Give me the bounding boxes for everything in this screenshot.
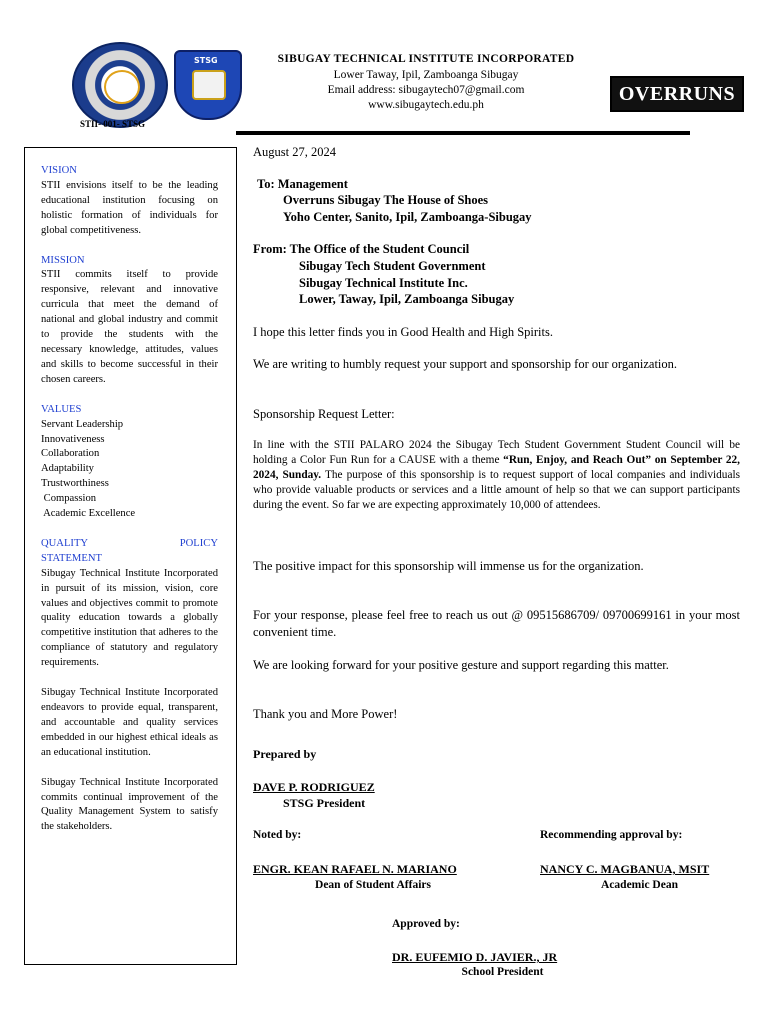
president-title: STSG President bbox=[283, 796, 366, 810]
value-item: Academic Excellence bbox=[41, 508, 136, 520]
policy-heading-line2: STATEMENT bbox=[41, 552, 102, 564]
event-theme: “Run, Enjoy, and Reach Out” on September 22, 2024, Sunday. bbox=[253, 454, 740, 482]
institution-name: SIBUGAY TECHNICAL INSTITUTE INCORPORATED bbox=[277, 53, 575, 65]
institution-email: Email address: sibugaytech07@gmail.com bbox=[327, 84, 525, 96]
institution-website: www.sibugaytech.edu.ph bbox=[368, 99, 484, 111]
approved-by-label: Approved by: bbox=[392, 918, 460, 930]
sender-line1: Sibugay Tech Student Government bbox=[299, 259, 486, 273]
greeting: I hope this letter finds you in Good Health and High Spirits. bbox=[253, 325, 553, 339]
sender-line3: Lower, Taway, Ipil, Zamboanga Sibugay bbox=[299, 292, 515, 306]
policy-heading-line1-right: POLICY bbox=[179, 537, 218, 549]
academic-dean-title: Academic Dean bbox=[601, 879, 678, 891]
prepared-by-label: Prepared by bbox=[253, 747, 317, 761]
policy-heading-line1-left: QUALITY bbox=[41, 537, 89, 549]
policy-text-1: Sibugay Technical Institute Incorporated in pursuit of its mission, vision, core values and objectives commit to promote quality education towards a globally competitive institution that adheres to the compliance of statutory and regulatory requirements. bbox=[41, 567, 218, 669]
paragraph-event bbox=[253, 438, 740, 513]
value-item: Compassion bbox=[41, 493, 97, 505]
header-divider bbox=[236, 131, 690, 135]
school-president-name: DR. EUFEMIO D. JAVIER., JR bbox=[392, 950, 558, 964]
logo2-label: STSG bbox=[194, 56, 218, 65]
policy-heading bbox=[41, 537, 218, 552]
letter-date: August 27, 2024 bbox=[253, 145, 336, 159]
academic-dean-name: NANCY C. MAGBANUA, MSIT bbox=[540, 862, 710, 876]
value-item: Innovativeness bbox=[41, 433, 105, 445]
thank-you-line: Thank you and More Power! bbox=[253, 707, 398, 721]
policy-text-3: Sibugay Technical Institute Incorporated commits continual improvement of the Quality Management System to satisfy the stakeholders. bbox=[41, 776, 218, 833]
values-heading: VALUES bbox=[41, 403, 82, 415]
subject-line: Sponsorship Request Letter: bbox=[253, 407, 395, 421]
paragraph-impact: The positive impact for this sponsorship will immense us for the organization. bbox=[253, 559, 644, 573]
value-item: Adaptability bbox=[41, 463, 94, 475]
sidebar-box bbox=[24, 147, 237, 965]
institution-address: Lower Taway, Ipil, Zamboanga Sibugay bbox=[333, 69, 519, 81]
mission-text: STII commits itself to provide responsive, relevant and innovative curricula that meet the demand of national and global industry and commit to provide the students with the necessary knowledge, attitudes, values and skills to become successful in their chosen careers. bbox=[41, 269, 218, 385]
noted-by-label: Noted by: bbox=[253, 829, 302, 841]
value-item: Collaboration bbox=[41, 448, 100, 460]
overruns-brand-logo: OVERRUNS bbox=[610, 76, 744, 112]
mission-heading: MISSION bbox=[41, 254, 85, 266]
paragraph-contact: For your response, please feel free to reach us out @ 09515686709/ 09700699161 in your most convenient time. bbox=[253, 608, 740, 639]
school-president-title: School President bbox=[461, 966, 544, 978]
event-text-a: In line with the STII PALARO 2024 the Sibugay Tech Student Government Student Council will be holding a Color Fun Run for a CAUSE with a theme bbox=[253, 439, 740, 467]
value-item: Servant Leadership bbox=[41, 418, 124, 430]
recommending-label: Recommending approval by: bbox=[540, 829, 683, 841]
recipient-label: To: Management bbox=[257, 177, 348, 191]
event-text-b: The purpose of this sponsorship is to request support of local companies and individuals who provide valuable products or services and a little amount of help so that we can support participants during the event. So far we are expecting approximately 10,000 of attendees. bbox=[253, 469, 740, 512]
paragraph-request: We are writing to humbly request your support and sponsorship for our organization. bbox=[253, 357, 678, 371]
recipient-line1: Overruns Sibugay The House of Shoes bbox=[283, 193, 489, 207]
institute-seal-logo bbox=[72, 42, 168, 128]
vision-heading: VISION bbox=[41, 165, 77, 176]
recipient-line2: Yoho Center, Sanito, Ipil, Zamboanga-Sibugay bbox=[283, 210, 532, 224]
dean-student-affairs-name: ENGR. KEAN RAFAEL N. MARIANO bbox=[253, 862, 457, 876]
student-government-logo bbox=[174, 50, 242, 120]
president-name: DAVE P. RODRIGUEZ bbox=[253, 780, 375, 794]
vision-text: STII envisions itself to be the leading educational institution focusing on holistic formation of individuals for global competitiveness. bbox=[41, 179, 218, 236]
value-item: Trustworthiness bbox=[41, 478, 109, 490]
document-code: STII- 001- STSG bbox=[80, 119, 146, 129]
dean-student-affairs-title: Dean of Student Affairs bbox=[315, 879, 431, 891]
sender-line2: Sibugay Technical Institute Inc. bbox=[299, 276, 468, 290]
sender-label: From: The Office of the Student Council bbox=[253, 242, 470, 256]
paragraph-closing: We are looking forward for your positive gesture and support regarding this matter. bbox=[253, 658, 669, 672]
policy-text-2: Sibugay Technical Institute Incorporated endeavors to provide equal, transparent, and accountable and quality services embedded in our highest ethical ideals as an educational institution. bbox=[41, 687, 218, 758]
